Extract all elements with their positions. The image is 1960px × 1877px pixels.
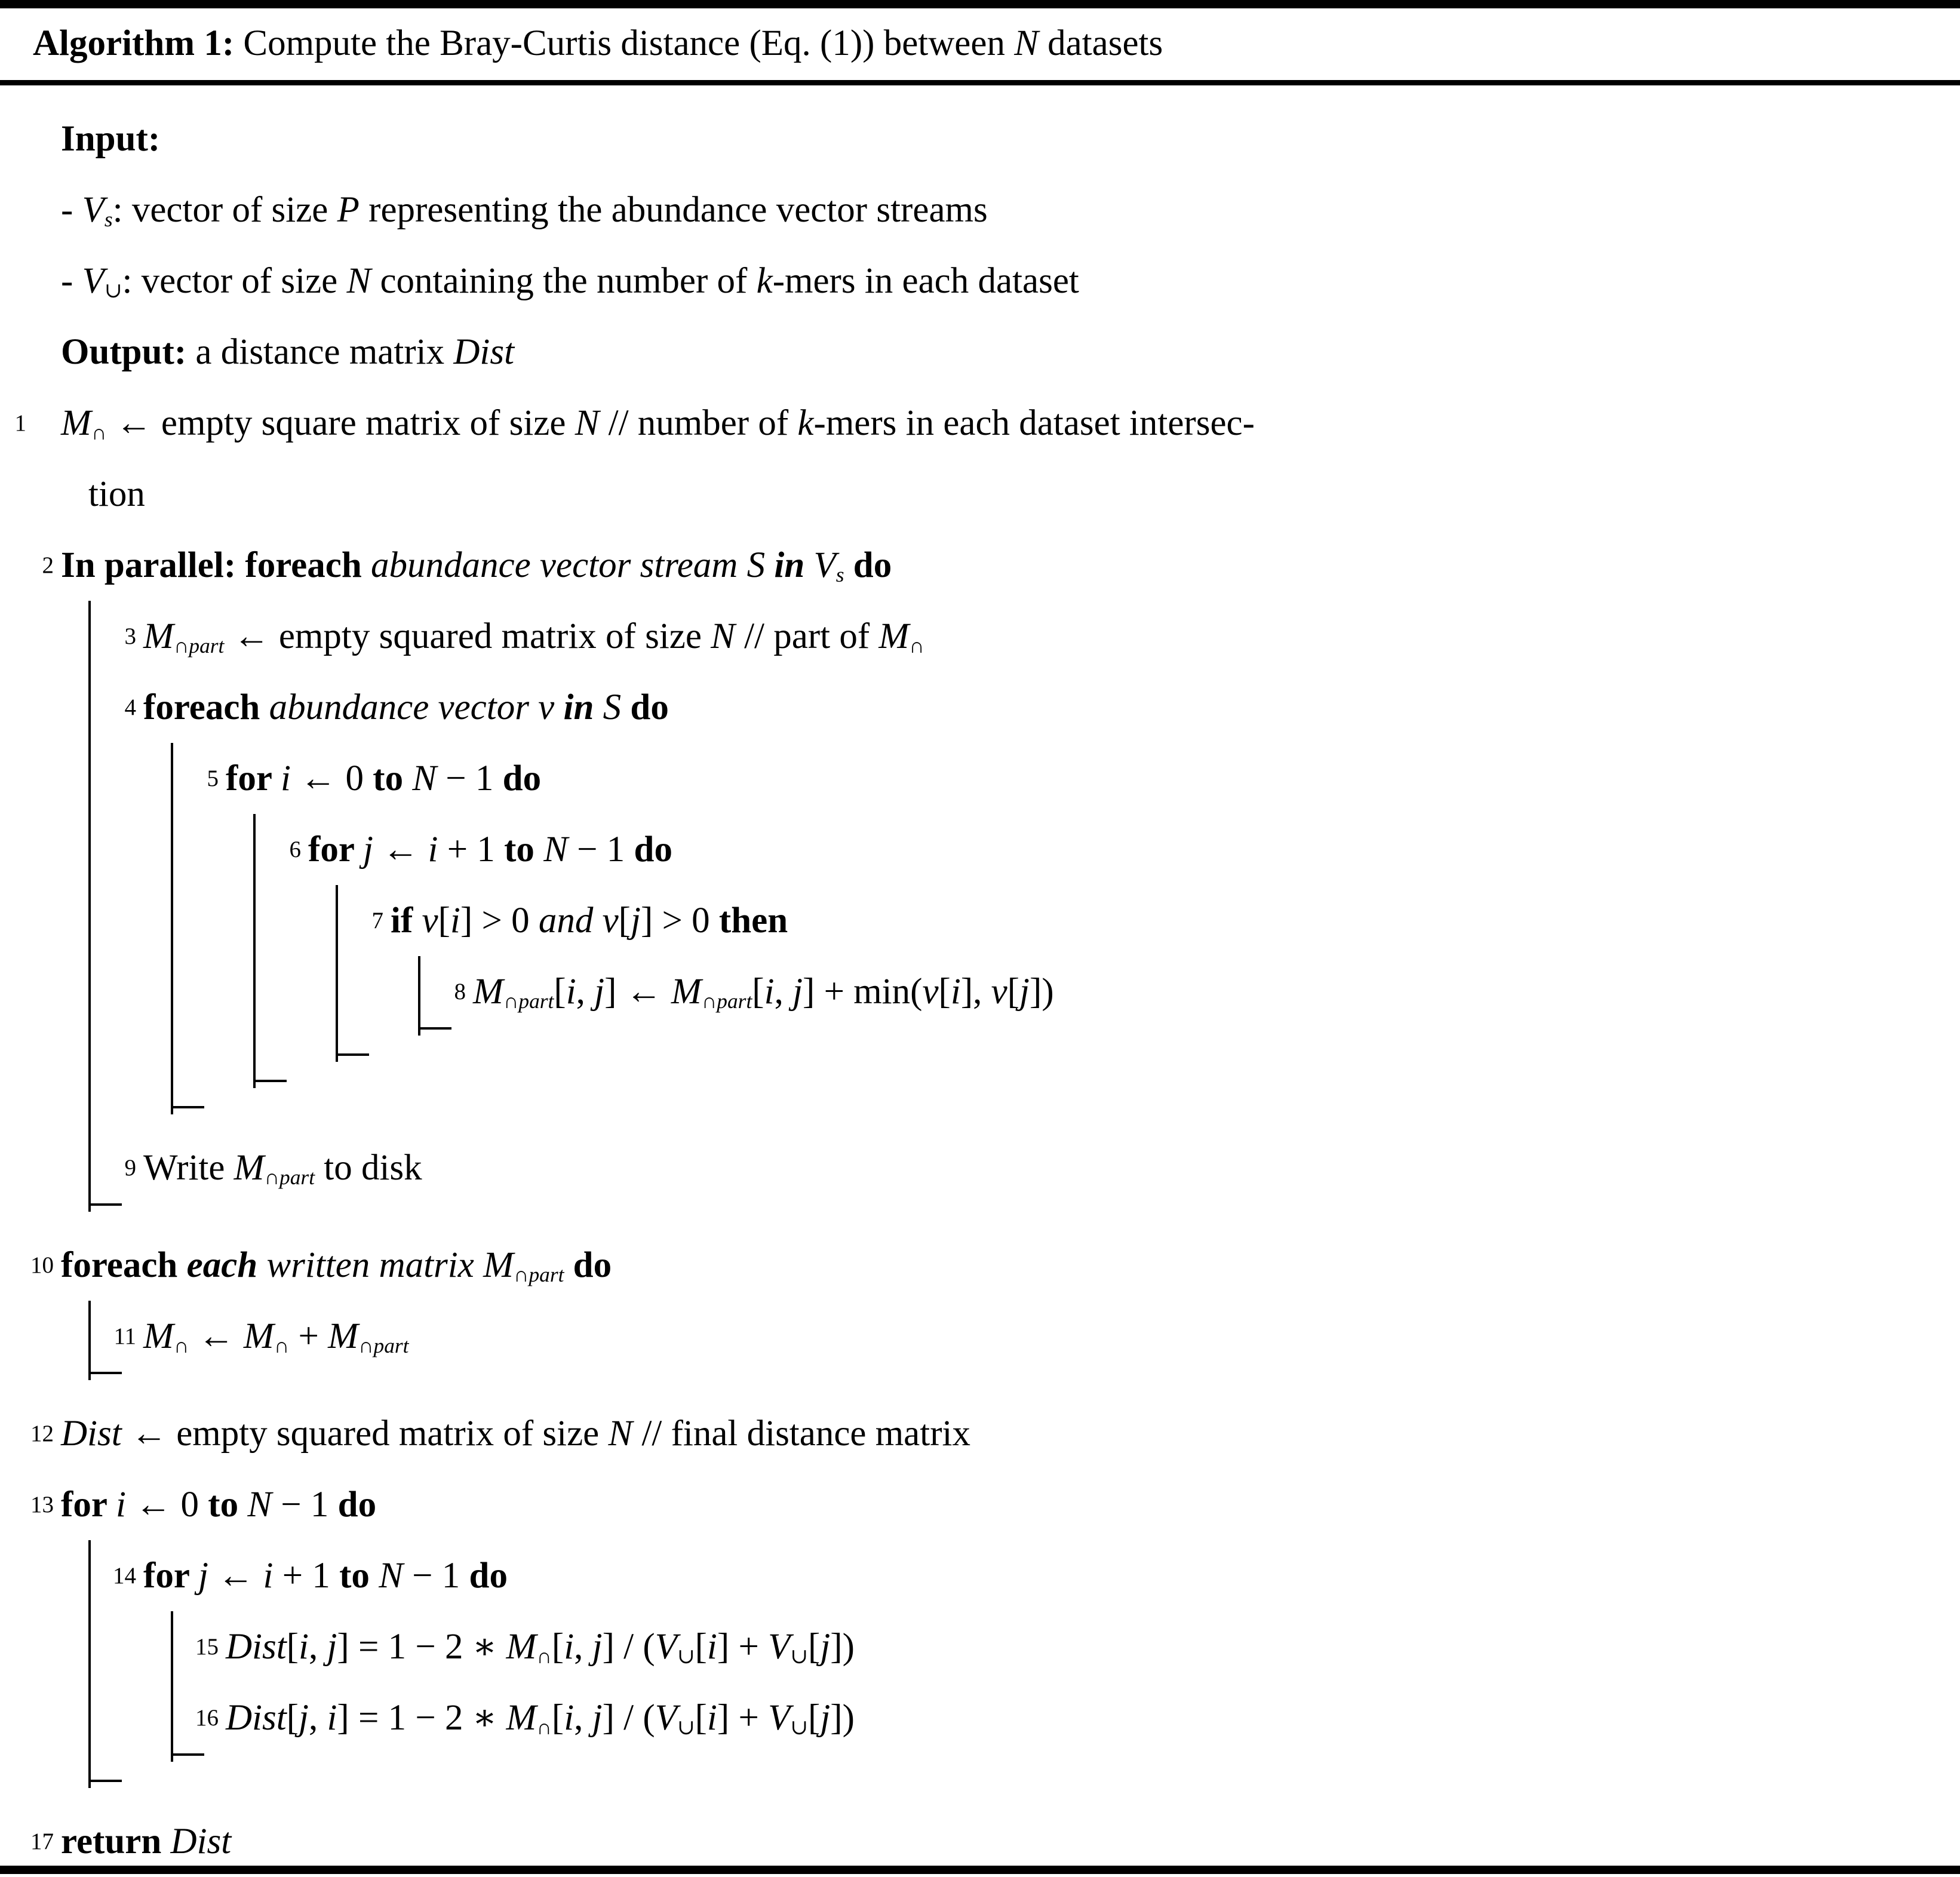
algo-line-9-text: Write $M_{\cap part}$ to disk [143,1147,422,1189]
algo-line-10 [30,1230,1936,1301]
line-number-6: 6 [289,836,301,862]
algo-line-16 [195,1682,1936,1753]
algo-line-3 [124,601,1936,672]
algo-line-17 [30,1806,1936,1877]
block-for-j-final [171,1611,1936,1762]
algo-line-1-text: $M_\cap$ ← empty square matrix of size N // number of k-mers in each dataset intersec- tion [61,403,1255,514]
algo-line-15-text: Dist[i, j] = 1 − 2 ∗ $M_\cap[i$, $j] / (V_\cup[i] + V_\cup[j])$ [226,1626,855,1668]
line-number-7: 7 [371,907,383,933]
algo-line-15 [195,1611,1936,1682]
input-header [61,103,1936,174]
input-item-vs [61,174,1936,245]
block-for-i [253,814,1936,1088]
algo-line-7 [371,885,1936,956]
algorithm-title [0,8,1960,85]
line-number-5: 5 [207,765,219,791]
algo-line-9 [124,1132,1936,1203]
line-number-1: 1 [14,410,26,436]
line-number-16: 16 [195,1704,219,1731]
output-header [61,317,1936,388]
input-label: Input: [61,118,161,159]
input-item-vu-text: - $V_\cup$: vector of size N containing the number of k-mers in each dataset [61,260,1079,302]
line-number-12: 12 [30,1420,54,1446]
algo-line-11 [113,1301,1936,1372]
line-number-4: 4 [124,694,136,720]
line-number-11: 11 [113,1323,136,1349]
algo-line-17-text: return Dist [61,1821,232,1861]
line-number-15: 15 [195,1633,219,1660]
line-number-14: 14 [113,1562,136,1589]
algo-line-13 [30,1469,1936,1540]
algo-line-4 [124,672,1936,743]
line-number-3: 3 [124,623,136,649]
algo-line-10-text: foreach each written matrix $M_{\cap part}$ do [61,1245,612,1286]
algo-line-1 [14,388,1936,530]
algo-line-16-text: Dist[j, i] = 1 − 2 ∗ $M_\cap[i$, $j] / (V_\cup[i] + V_\cup[j])$ [226,1697,855,1739]
line-number-17: 17 [30,1828,54,1854]
block-foreach-vector [171,743,1936,1114]
algorithm-body [0,85,1960,1877]
algo-line-13-text: for i ← 0 to N − 1 do [61,1484,377,1525]
algo-line-12-text: Dist ← empty squared matrix of size N // final distance matrix [61,1413,970,1454]
algo-line-5 [207,743,1936,814]
algo-line-7-text: if v[i] > 0 and v[j] > 0 then [391,900,788,941]
block-for-j [336,885,1936,1062]
block-for-i-final [88,1540,1936,1788]
algo-line-6 [289,814,1936,885]
line-number-8: 8 [454,978,466,1004]
algo-line-12 [30,1398,1936,1469]
line-number-2: 2 [42,552,54,578]
algo-line-2 [42,530,1936,601]
block-if [418,956,1936,1036]
input-item-vu [61,245,1936,317]
algo-line-11-text: $M_\cap$ ← $M_\cap + M_{\cap part}$ [143,1316,409,1357]
line-number-10: 10 [30,1252,54,1278]
line-number-13: 13 [30,1491,54,1517]
block-foreach-matrix [88,1301,1936,1380]
block-foreach-stream [88,601,1936,1212]
algo-line-14 [113,1540,1936,1611]
algorithm-title-text: Compute the Bray-Curtis distance (Eq. (1)) between N datasets [234,23,1163,63]
algo-line-8-text: $M_{\cap part}[i$, j] ← $M_{\cap part}[i$, j] + min(v[i], v[j]) [473,971,1054,1013]
algo-line-5-text: for i ← 0 to N − 1 do [226,758,542,798]
algo-line-8 [454,956,1936,1027]
output-label-text: Output: a distance matrix Dist [61,331,515,372]
algo-line-2-text: In parallel: foreach abundance vector stream S in $V_s$ do [61,545,892,586]
algorithm-label: Algorithm 1: [33,23,235,63]
line-number-9: 9 [124,1154,136,1181]
algo-line-6-text: for j ← i + 1 to N − 1 do [308,829,672,870]
algo-line-14-text: for j ← i + 1 to N − 1 do [143,1555,508,1596]
input-item-vs-text: - $V_s$: vector of size P representing the abundance vector streams [61,189,988,231]
algo-line-3-text: $M_{\cap part}$ ← empty squared matrix of size N // part of $M_\cap$ [143,616,924,658]
algo-line-4-text: foreach abundance vector v in S do [143,687,669,727]
